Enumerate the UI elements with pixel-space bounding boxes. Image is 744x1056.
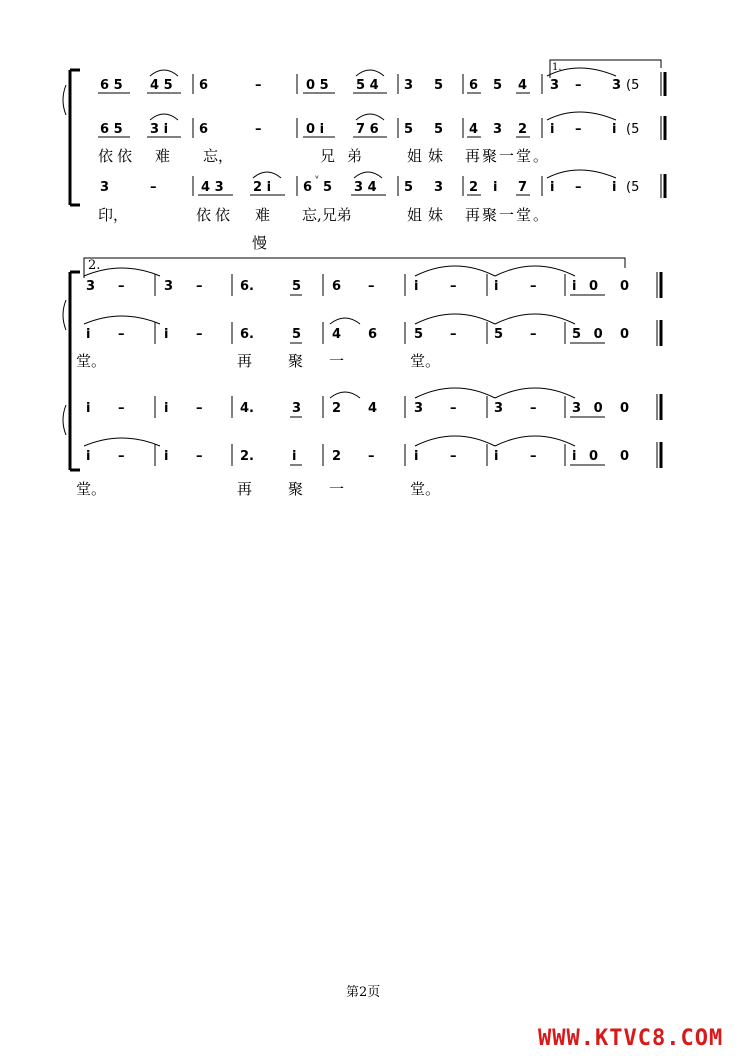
note: 4 bbox=[469, 122, 479, 137]
note: 3 bbox=[494, 401, 504, 416]
tempo-marking: 慢 bbox=[252, 234, 268, 252]
dash: – bbox=[118, 401, 125, 416]
note-group: 4 3 bbox=[201, 180, 224, 195]
note: i bbox=[550, 122, 555, 137]
lyric: 再 bbox=[237, 352, 253, 370]
note-group: 5 0 bbox=[572, 327, 603, 342]
dash: – bbox=[450, 401, 457, 416]
note-group: 3 4 bbox=[354, 180, 377, 195]
lyric: 兄弟 bbox=[320, 147, 375, 165]
dash: – bbox=[450, 279, 457, 294]
note-group: 2 i bbox=[253, 180, 272, 195]
note: 5 bbox=[292, 279, 302, 294]
note: 2. bbox=[240, 449, 254, 464]
note: 3 bbox=[292, 401, 302, 416]
rest: 0 bbox=[620, 401, 630, 416]
note-group: 4 5 bbox=[150, 78, 173, 93]
note: 4 bbox=[368, 401, 378, 416]
dash: – bbox=[255, 122, 262, 137]
dash: – bbox=[255, 78, 262, 93]
note: i bbox=[86, 449, 91, 464]
rest: 0 bbox=[620, 279, 630, 294]
lyric: 一 bbox=[329, 352, 345, 370]
dash: – bbox=[530, 449, 537, 464]
dash: – bbox=[196, 279, 203, 294]
volta-2-label: 2. bbox=[88, 258, 101, 273]
note: 6 bbox=[332, 279, 342, 294]
note: 5 bbox=[434, 78, 444, 93]
note: 6 bbox=[469, 78, 479, 93]
note: 3 bbox=[434, 180, 444, 195]
dash: – bbox=[118, 327, 125, 342]
lyric: 堂。 bbox=[410, 352, 441, 370]
note: i bbox=[612, 180, 617, 195]
dash: – bbox=[118, 279, 125, 294]
watermark: WWW.KTVC8.COM bbox=[538, 1026, 724, 1051]
dash: – bbox=[368, 279, 375, 294]
rest: 0 bbox=[620, 449, 630, 464]
lyric: 忘， bbox=[203, 147, 234, 165]
note: 5 bbox=[323, 180, 333, 195]
rest: 0 bbox=[620, 327, 630, 342]
note: i bbox=[86, 401, 91, 416]
note: i bbox=[164, 401, 169, 416]
note: 5 bbox=[404, 180, 414, 195]
note: i bbox=[414, 279, 419, 294]
dash: – bbox=[196, 401, 203, 416]
note-group: i 0 bbox=[572, 279, 599, 294]
note: 2 bbox=[332, 401, 342, 416]
note: 5 bbox=[414, 327, 424, 342]
note: 6 bbox=[303, 180, 313, 195]
dash: – bbox=[368, 449, 375, 464]
dash: – bbox=[118, 449, 125, 464]
note: 4 bbox=[332, 327, 342, 342]
note-group: 3 i bbox=[150, 122, 169, 137]
note: 5 bbox=[434, 122, 444, 137]
note: 3 bbox=[164, 279, 174, 294]
page-number: 第2页 bbox=[346, 985, 381, 1000]
lyric: 姐妹 bbox=[407, 147, 450, 165]
dash: – bbox=[450, 327, 457, 342]
dash: – bbox=[575, 78, 582, 93]
breath-mark: ᵛ bbox=[315, 174, 320, 185]
note: 2 bbox=[469, 180, 479, 195]
lyric: 印， bbox=[98, 206, 129, 224]
note-group: i 0 bbox=[572, 449, 599, 464]
note: 2 bbox=[518, 122, 528, 137]
lyric: 聚 bbox=[288, 352, 304, 370]
note: 3 bbox=[404, 78, 414, 93]
lyric: 姐妹 bbox=[407, 206, 450, 224]
lyric: 再 bbox=[237, 480, 253, 498]
note: 4 bbox=[518, 78, 528, 93]
dash: – bbox=[450, 449, 457, 464]
note-group: 3 0 bbox=[572, 401, 603, 416]
note: 5 bbox=[292, 327, 302, 342]
lyric: 再聚一堂。 bbox=[465, 147, 551, 165]
note: 5 bbox=[404, 122, 414, 137]
dash: – bbox=[575, 122, 582, 137]
note: 3 bbox=[493, 122, 503, 137]
repeat-note: (5 bbox=[626, 78, 640, 93]
lyric: 依依 bbox=[196, 206, 235, 224]
note: 3 bbox=[86, 279, 96, 294]
note: i bbox=[292, 449, 297, 464]
note: 6 bbox=[368, 327, 378, 342]
note: 6 bbox=[199, 122, 209, 137]
note: i bbox=[494, 449, 499, 464]
note: i bbox=[550, 180, 555, 195]
note-group: 0 5 bbox=[306, 78, 329, 93]
note: 3 bbox=[612, 78, 622, 93]
lyric: 难 bbox=[255, 206, 271, 224]
volta-1-label: 1. bbox=[552, 62, 562, 73]
note: i bbox=[494, 279, 499, 294]
note: i bbox=[414, 449, 419, 464]
note: 6. bbox=[240, 327, 254, 342]
note: 3 bbox=[100, 180, 110, 195]
note: i bbox=[86, 327, 91, 342]
note: i bbox=[164, 327, 169, 342]
dash: – bbox=[196, 449, 203, 464]
dash: – bbox=[150, 180, 157, 195]
note: 2 bbox=[332, 449, 342, 464]
lyric: 一 bbox=[329, 480, 345, 498]
note-group: 6 5 bbox=[100, 122, 123, 137]
lyric: 忘,兄弟 bbox=[302, 206, 352, 224]
note: i bbox=[612, 122, 617, 137]
note-group: 5 4 bbox=[356, 78, 379, 93]
lyric: 堂。 bbox=[410, 480, 441, 498]
lyric: 难 bbox=[155, 147, 171, 165]
dash: – bbox=[530, 401, 537, 416]
note: 6 bbox=[199, 78, 209, 93]
lyric: 堂。 bbox=[76, 352, 107, 370]
note: 6. bbox=[240, 279, 254, 294]
dash: – bbox=[575, 180, 582, 195]
note: i bbox=[493, 180, 498, 195]
dash: – bbox=[530, 279, 537, 294]
note-group: 7 6 bbox=[356, 122, 379, 137]
note: 3 bbox=[414, 401, 424, 416]
note: i bbox=[164, 449, 169, 464]
dash: – bbox=[196, 327, 203, 342]
note-group: 6 5 bbox=[100, 78, 123, 93]
repeat-note: (5 bbox=[626, 122, 640, 137]
note: 5 bbox=[493, 78, 503, 93]
note: 7 bbox=[518, 180, 528, 195]
note: 5 bbox=[494, 327, 504, 342]
dash: – bbox=[530, 327, 537, 342]
note: 3 bbox=[550, 78, 560, 93]
lyric: 堂。 bbox=[76, 480, 107, 498]
lyric: 聚 bbox=[288, 480, 304, 498]
repeat-note: (5 bbox=[626, 180, 640, 195]
note-group: 0 i bbox=[306, 122, 325, 137]
note: 4. bbox=[240, 401, 254, 416]
lyric: 依依 bbox=[98, 147, 137, 165]
lyric: 再聚一堂。 bbox=[465, 206, 551, 224]
